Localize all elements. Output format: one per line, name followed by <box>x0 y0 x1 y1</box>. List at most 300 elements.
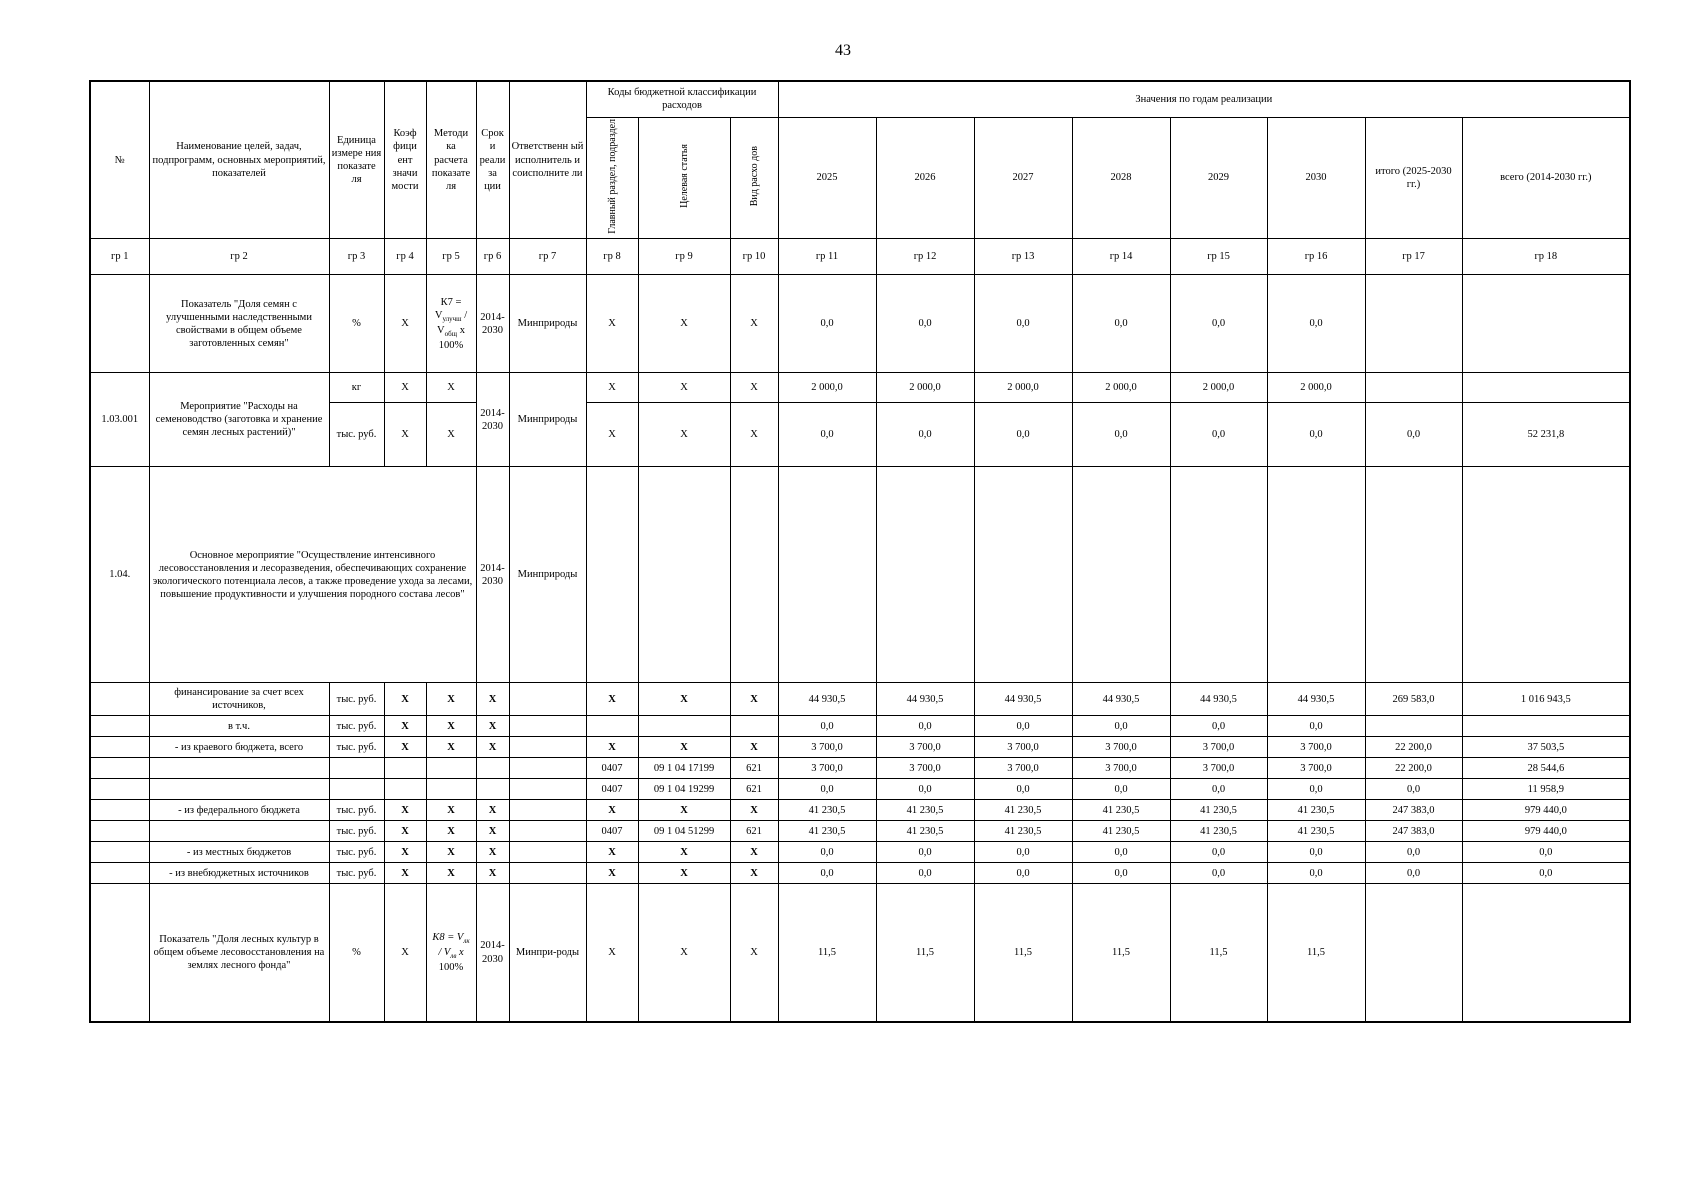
program-table <box>89 80 1631 1023</box>
unit-cell: кг <box>329 373 384 403</box>
responsible-cell: Минприроды <box>509 467 586 683</box>
column-number: гр 18 <box>1462 239 1630 275</box>
formula-subscript: лк <box>463 937 470 946</box>
column-number: гр 1 <box>90 239 149 275</box>
header-term: Срок и реали за ции <box>476 81 509 239</box>
value-cell: 44 930,5 <box>876 683 974 716</box>
value-cell <box>1365 373 1462 403</box>
row-no <box>90 863 149 884</box>
code-cell: 09 1 04 19299 <box>638 779 730 800</box>
code-cell: 0407 <box>586 758 638 779</box>
unit-cell: тыс. руб. <box>329 737 384 758</box>
row-no <box>90 884 149 1022</box>
header-year: 2026 <box>876 117 974 239</box>
term-cell: Х <box>476 737 509 758</box>
formula-subscript: улучш <box>442 315 462 324</box>
code-cell: Х <box>586 403 638 467</box>
method-cell: Х <box>426 683 476 716</box>
empty-cell <box>974 467 1072 683</box>
responsible-cell <box>509 821 586 842</box>
responsible-cell: Минприроды <box>509 275 586 373</box>
value-cell: 0,0 <box>1267 779 1365 800</box>
code-cell: Х <box>638 403 730 467</box>
value-cell: 0,0 <box>1170 403 1267 467</box>
value-cell: 41 230,5 <box>778 800 876 821</box>
term-cell: Х <box>476 800 509 821</box>
value-cell: 2 000,0 <box>1072 373 1170 403</box>
unit-cell: % <box>329 275 384 373</box>
value-cell: 0,0 <box>1267 863 1365 884</box>
column-number: гр 3 <box>329 239 384 275</box>
value-cell: 11,5 <box>1072 884 1170 1022</box>
responsible-cell <box>509 863 586 884</box>
value-cell: 44 930,5 <box>1267 683 1365 716</box>
total-period-cell: 0,0 <box>1365 403 1462 467</box>
financing-row <box>90 842 1630 863</box>
column-number: гр 9 <box>638 239 730 275</box>
empty-cell <box>1267 467 1365 683</box>
code-cell: Х <box>638 884 730 1022</box>
code-cell <box>730 716 778 737</box>
value-cell: 0,0 <box>974 842 1072 863</box>
value-cell: 0,0 <box>1170 842 1267 863</box>
responsible-cell <box>509 716 586 737</box>
value-cell: 3 700,0 <box>778 758 876 779</box>
value-cell: 0,0 <box>1072 842 1170 863</box>
term-cell <box>476 779 509 800</box>
row-no <box>90 275 149 373</box>
total-all-cell: 979 440,0 <box>1462 800 1630 821</box>
header-unit: Единица измере ния показате ля <box>329 81 384 239</box>
total-period-cell: 269 583,0 <box>1365 683 1462 716</box>
method-cell <box>426 758 476 779</box>
term-cell: 2014-2030 <box>476 467 509 683</box>
value-cell <box>1462 373 1630 403</box>
value-cell: 3 700,0 <box>1170 737 1267 758</box>
financing-row <box>90 779 1630 800</box>
coef-cell: Х <box>384 800 426 821</box>
code-cell: 621 <box>730 758 778 779</box>
row-no <box>90 800 149 821</box>
financing-row <box>90 758 1630 779</box>
indicator-k8-row <box>90 884 1630 1022</box>
unit-cell: тыс. руб. <box>329 863 384 884</box>
header-no: № <box>90 81 149 239</box>
value-cell: 3 700,0 <box>1267 737 1365 758</box>
unit-cell: тыс. руб. <box>329 716 384 737</box>
header-total-all: всего (2014-2030 гг.) <box>1462 117 1630 239</box>
row-no: 1.04. <box>90 467 149 683</box>
value-cell: 0,0 <box>974 275 1072 373</box>
coef-cell: Х <box>384 716 426 737</box>
formula-line: К7 = <box>440 296 462 308</box>
total-all-cell: 52 231,8 <box>1462 403 1630 467</box>
code-cell: Х <box>730 275 778 373</box>
value-cell: 41 230,5 <box>1267 821 1365 842</box>
formula-part: V <box>434 309 443 321</box>
value-cell: 41 230,5 <box>1072 821 1170 842</box>
measure-name: Мероприятие "Расходы на семеноводство (заготовка и хранение семян лесных растений)" <box>149 373 329 467</box>
value-cell: 0,0 <box>1170 275 1267 373</box>
value-cell: 0,0 <box>1072 275 1170 373</box>
header-expense-type: Вид расхо дов <box>730 117 778 239</box>
value-cell: 41 230,5 <box>1170 821 1267 842</box>
code-cell: 621 <box>730 779 778 800</box>
unit-cell <box>329 758 384 779</box>
method-cell: Х <box>426 403 476 467</box>
row-no <box>90 716 149 737</box>
value-cell: 41 230,5 <box>1072 800 1170 821</box>
method-cell: Х <box>426 842 476 863</box>
indicator-name: Показатель "Доля лесных культур в общем объеме лесовосстановления на землях лесного фонда" <box>149 884 329 1022</box>
column-number: гр 4 <box>384 239 426 275</box>
value-cell: 3 700,0 <box>974 737 1072 758</box>
value-cell: 3 700,0 <box>1072 758 1170 779</box>
total-period-cell: 22 200,0 <box>1365 758 1462 779</box>
coef-cell: Х <box>384 275 426 373</box>
total-period-cell: 247 383,0 <box>1365 800 1462 821</box>
coef-cell: Х <box>384 863 426 884</box>
coef-cell: Х <box>384 821 426 842</box>
empty-cell <box>1462 467 1630 683</box>
code-cell: Х <box>730 683 778 716</box>
header-coef: Коэф фици ент значи мости <box>384 81 426 239</box>
coef-cell: Х <box>384 737 426 758</box>
formula-subscript: лв <box>450 952 457 961</box>
code-cell: Х <box>730 884 778 1022</box>
value-cell: 0,0 <box>778 275 876 373</box>
code-cell: Х <box>586 842 638 863</box>
financing-name: в т.ч. <box>149 716 329 737</box>
value-cell: 2 000,0 <box>876 373 974 403</box>
header-budget-codes: Коды бюджетной классификации расходов <box>586 81 778 117</box>
formula-part: / V <box>438 947 451 959</box>
main-measure-1-04-row <box>90 467 1630 683</box>
header-values-by-year: Значения по годам реализации <box>778 81 1630 117</box>
column-number: гр 16 <box>1267 239 1365 275</box>
total-all-cell: 0,0 <box>1462 842 1630 863</box>
unit-cell: тыс. руб. <box>329 821 384 842</box>
value-cell: 41 230,5 <box>974 821 1072 842</box>
formula-part: / <box>461 309 468 321</box>
empty-cell <box>730 467 778 683</box>
row-no: 1.03.001 <box>90 373 149 467</box>
column-number: гр 12 <box>876 239 974 275</box>
formula-subscript: общ <box>444 329 458 338</box>
empty-cell <box>778 467 876 683</box>
method-cell: Х <box>426 800 476 821</box>
value-cell: 0,0 <box>876 863 974 884</box>
term-cell: Х <box>476 716 509 737</box>
value-cell <box>1365 275 1462 373</box>
code-cell: Х <box>586 373 638 403</box>
value-cell <box>1462 884 1630 1022</box>
responsible-cell: Минприроды <box>509 373 586 467</box>
value-cell: 0,0 <box>1170 863 1267 884</box>
responsible-cell <box>509 800 586 821</box>
row-no <box>90 779 149 800</box>
value-cell: 0,0 <box>876 842 974 863</box>
code-cell: Х <box>638 863 730 884</box>
value-cell: 41 230,5 <box>1170 800 1267 821</box>
code-cell: Х <box>586 683 638 716</box>
value-cell: 11,5 <box>974 884 1072 1022</box>
value-cell: 0,0 <box>876 275 974 373</box>
method-formula <box>426 275 476 373</box>
responsible-cell <box>509 758 586 779</box>
term-cell: Х <box>476 683 509 716</box>
code-cell: Х <box>586 737 638 758</box>
total-all-cell: 11 958,9 <box>1462 779 1630 800</box>
unit-cell: % <box>329 884 384 1022</box>
value-cell: 44 930,5 <box>974 683 1072 716</box>
column-number: гр 17 <box>1365 239 1462 275</box>
financing-name <box>149 758 329 779</box>
responsible-cell <box>509 842 586 863</box>
code-cell: Х <box>586 863 638 884</box>
value-cell: 0,0 <box>974 403 1072 467</box>
coef-cell: Х <box>384 403 426 467</box>
header-main-section: Главный раздел, подраздел <box>586 117 638 239</box>
unit-cell: тыс. руб. <box>329 842 384 863</box>
term-cell: 2014-2030 <box>476 884 509 1022</box>
code-cell: Х <box>638 373 730 403</box>
financing-row <box>90 800 1630 821</box>
term-cell: 2014-2030 <box>476 373 509 467</box>
formula-part: К8 = V <box>432 932 464 944</box>
column-number: гр 13 <box>974 239 1072 275</box>
financing-name: - из краевого бюджета, всего <box>149 737 329 758</box>
value-cell: 0,0 <box>1267 403 1365 467</box>
empty-cell <box>1072 467 1170 683</box>
responsible-cell <box>509 683 586 716</box>
financing-name <box>149 821 329 842</box>
value-cell: 0,0 <box>778 842 876 863</box>
value-cell: 0,0 <box>974 779 1072 800</box>
row-no <box>90 737 149 758</box>
value-cell: 2 000,0 <box>778 373 876 403</box>
unit-cell <box>329 779 384 800</box>
value-cell: 0,0 <box>876 779 974 800</box>
empty-cell <box>876 467 974 683</box>
value-cell: 0,0 <box>1267 716 1365 737</box>
term-cell: Х <box>476 863 509 884</box>
row-no <box>90 683 149 716</box>
value-cell: 0,0 <box>974 863 1072 884</box>
indicator-name: Показатель "Доля семян с улучшенными наследственными свойствами в общем объеме заготовленных семян" <box>149 275 329 373</box>
empty-cell <box>1365 467 1462 683</box>
header-method: Методи ка расчета показате ля <box>426 81 476 239</box>
formula-line: 100% <box>438 339 464 351</box>
value-cell: 41 230,5 <box>876 800 974 821</box>
value-cell: 11,5 <box>778 884 876 1022</box>
total-all-cell: 0,0 <box>1462 863 1630 884</box>
method-cell: Х <box>426 821 476 842</box>
value-cell: 0,0 <box>778 779 876 800</box>
header-target-article: Целевая статья <box>638 117 730 239</box>
value-cell: 2 000,0 <box>974 373 1072 403</box>
column-number: гр 14 <box>1072 239 1170 275</box>
column-numbers-row <box>90 239 1630 275</box>
value-cell: 3 700,0 <box>778 737 876 758</box>
unit-cell: тыс. руб. <box>329 403 384 467</box>
value-cell: 0,0 <box>1072 779 1170 800</box>
value-cell <box>1365 884 1462 1022</box>
value-cell: 44 930,5 <box>1072 683 1170 716</box>
header-year: 2030 <box>1267 117 1365 239</box>
row-no <box>90 758 149 779</box>
value-cell: 2 000,0 <box>1267 373 1365 403</box>
value-cell: 0,0 <box>1267 275 1365 373</box>
column-number: гр 15 <box>1170 239 1267 275</box>
responsible-cell <box>509 779 586 800</box>
total-period-cell: 0,0 <box>1365 863 1462 884</box>
method-formula <box>426 884 476 1022</box>
column-number: гр 11 <box>778 239 876 275</box>
code-cell: Х <box>730 737 778 758</box>
empty-cell <box>638 467 730 683</box>
value-cell: 3 700,0 <box>876 758 974 779</box>
code-cell: Х <box>638 737 730 758</box>
value-cell: 41 230,5 <box>876 821 974 842</box>
indicator-k7-row <box>90 275 1630 373</box>
value-cell: 0,0 <box>1267 842 1365 863</box>
row-no <box>90 821 149 842</box>
method-cell: Х <box>426 373 476 403</box>
code-cell: 0407 <box>586 821 638 842</box>
value-cell: 11,5 <box>1267 884 1365 1022</box>
value-cell: 0,0 <box>778 716 876 737</box>
column-number: гр 8 <box>586 239 638 275</box>
value-cell: 3 700,0 <box>974 758 1072 779</box>
header-total-period: итого (2025-2030 гг.) <box>1365 117 1462 239</box>
financing-row <box>90 737 1630 758</box>
header-year: 2029 <box>1170 117 1267 239</box>
code-cell: Х <box>730 403 778 467</box>
header-name: Наименование целей, задач, подпрограмм, основных мероприятий, показателей <box>149 81 329 239</box>
total-period-cell <box>1365 716 1462 737</box>
code-cell: Х <box>638 275 730 373</box>
code-cell: Х <box>638 800 730 821</box>
value-cell: 3 700,0 <box>1267 758 1365 779</box>
financing-name: - из федерального бюджета <box>149 800 329 821</box>
code-cell: Х <box>638 683 730 716</box>
empty-cell <box>586 467 638 683</box>
page-number: 43 <box>835 42 851 59</box>
term-cell: Х <box>476 842 509 863</box>
coef-cell: Х <box>384 683 426 716</box>
column-number: гр 7 <box>509 239 586 275</box>
code-cell: Х <box>730 373 778 403</box>
method-cell: Х <box>426 863 476 884</box>
value-cell: 11,5 <box>1170 884 1267 1022</box>
method-cell: Х <box>426 737 476 758</box>
value-cell: 41 230,5 <box>778 821 876 842</box>
total-all-cell: 28 544,6 <box>1462 758 1630 779</box>
column-number: гр 10 <box>730 239 778 275</box>
value-cell: 3 700,0 <box>876 737 974 758</box>
main-measure-name: Основное мероприятие "Осуществление интенсивного лесовосстановления и лесоразведения, обеспечивающих сохранение экологического потенциала лесов, а также проведение ухода за лесами, повышение продуктивности и улучшения породного состава лесов" <box>149 467 476 683</box>
term-cell <box>476 758 509 779</box>
code-cell: Х <box>586 884 638 1022</box>
financing-name: - из местных бюджетов <box>149 842 329 863</box>
value-cell: 11,5 <box>876 884 974 1022</box>
term-cell: Х <box>476 821 509 842</box>
formula-line: 100% <box>438 961 464 973</box>
value-cell: 2 000,0 <box>1170 373 1267 403</box>
financing-name: финансирование за счет всех источников, <box>149 683 329 716</box>
value-cell <box>1462 275 1630 373</box>
method-cell <box>426 779 476 800</box>
total-all-cell <box>1462 716 1630 737</box>
header-year: 2027 <box>974 117 1072 239</box>
value-cell: 0,0 <box>876 403 974 467</box>
financing-row <box>90 821 1630 842</box>
empty-cell <box>1170 467 1267 683</box>
value-cell: 0,0 <box>974 716 1072 737</box>
financing-row <box>90 683 1630 716</box>
total-period-cell: 247 383,0 <box>1365 821 1462 842</box>
header-responsible: Ответственн ый исполнитель и соисполните ли <box>509 81 586 239</box>
code-cell: Х <box>586 800 638 821</box>
coef-cell: Х <box>384 842 426 863</box>
coef-cell <box>384 758 426 779</box>
code-cell: Х <box>638 842 730 863</box>
header-year: 2025 <box>778 117 876 239</box>
value-cell: 41 230,5 <box>974 800 1072 821</box>
value-cell: 0,0 <box>876 716 974 737</box>
value-cell: 41 230,5 <box>1267 800 1365 821</box>
code-cell: Х <box>730 800 778 821</box>
formula-part: х <box>456 947 464 959</box>
financing-row <box>90 716 1630 737</box>
code-cell: 0407 <box>586 779 638 800</box>
value-cell: 44 930,5 <box>778 683 876 716</box>
financing-name: - из внебюджетных источников <box>149 863 329 884</box>
responsible-cell <box>509 737 586 758</box>
row-no <box>90 842 149 863</box>
value-cell: 0,0 <box>1072 716 1170 737</box>
header-year: 2028 <box>1072 117 1170 239</box>
financing-row <box>90 863 1630 884</box>
code-cell <box>638 716 730 737</box>
code-cell: Х <box>586 275 638 373</box>
unit-cell: тыс. руб. <box>329 800 384 821</box>
unit-cell: тыс. руб. <box>329 683 384 716</box>
total-period-cell: 0,0 <box>1365 779 1462 800</box>
responsible-cell: Минпри-роды <box>509 884 586 1022</box>
code-cell: Х <box>730 863 778 884</box>
value-cell: 44 930,5 <box>1170 683 1267 716</box>
formula-part: V <box>437 324 445 336</box>
financing-name <box>149 779 329 800</box>
value-cell: 3 700,0 <box>1072 737 1170 758</box>
value-cell: 0,0 <box>1170 716 1267 737</box>
measure-1-03-001-row-kg <box>90 373 1630 403</box>
method-cell: Х <box>426 716 476 737</box>
coef-cell: Х <box>384 884 426 1022</box>
value-cell: 3 700,0 <box>1170 758 1267 779</box>
code-cell: 09 1 04 51299 <box>638 821 730 842</box>
code-cell <box>586 716 638 737</box>
column-number: гр 5 <box>426 239 476 275</box>
total-all-cell: 979 440,0 <box>1462 821 1630 842</box>
coef-cell <box>384 779 426 800</box>
value-cell: 0,0 <box>1170 779 1267 800</box>
coef-cell: Х <box>384 373 426 403</box>
value-cell: 0,0 <box>1072 403 1170 467</box>
total-period-cell: 0,0 <box>1365 842 1462 863</box>
